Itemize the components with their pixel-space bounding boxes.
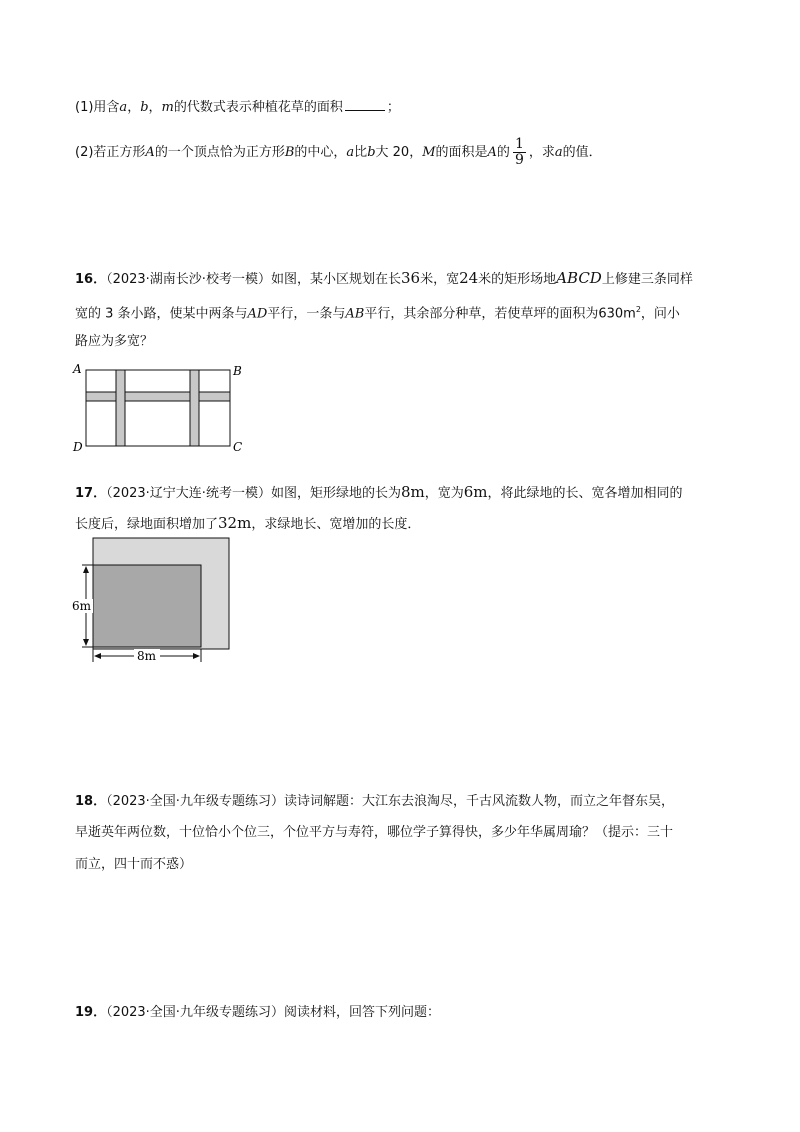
q15-part1-prefix: (1)用含: [75, 100, 120, 115]
text: 的值．: [562, 145, 602, 160]
text: 宽的 3 条小路，使某中两条与: [75, 306, 248, 322]
rect-name: ABCD: [556, 269, 602, 287]
width-value: 6m: [463, 483, 488, 501]
label-D: D: [73, 440, 83, 454]
q17-line1: [75, 483, 683, 503]
area-exponent: 2: [635, 305, 641, 314]
sep: ，: [127, 100, 141, 115]
text: 而立，四十而不惑）: [75, 857, 193, 872]
text: 如图，某小区规划在长: [270, 272, 401, 287]
question-number: 19．: [75, 1005, 107, 1020]
segment-AB: AB: [345, 306, 365, 322]
text: ，问小: [640, 306, 680, 322]
var-A: A: [145, 145, 155, 160]
label-B: B: [233, 364, 242, 378]
text: 长度后，绿地面积增加了: [75, 517, 219, 532]
text: 读诗词解题：大江东去浪淘尽，千古风流数人物，而立之年督东吴，: [283, 794, 674, 809]
q15-part2: [75, 136, 602, 170]
text: 如图，矩形绿地的长为: [270, 486, 401, 501]
original-lawn: [93, 565, 201, 647]
q16-line1: [75, 269, 693, 289]
text: ，求绿地长、宽增加的长度．: [251, 517, 421, 532]
var-a: a: [554, 145, 563, 160]
text: 米的矩形场地: [478, 272, 557, 287]
text: 阅读材料，回答下列问题：: [283, 1005, 440, 1020]
label-A: A: [73, 362, 82, 376]
length-value: 8m: [400, 483, 425, 501]
question-number: 17．: [75, 486, 107, 501]
text: 的中心，: [294, 145, 347, 160]
vertical-path-right: [190, 370, 199, 446]
q15-part1: [75, 98, 400, 117]
text: 路应为多宽？: [75, 334, 154, 349]
question-source: （2023·全国·九年级专题练习）: [106, 794, 284, 809]
q18-line3: [75, 856, 192, 874]
var-B: B: [284, 145, 295, 160]
vertical-path-left: [116, 370, 125, 446]
text: 平行，其余部分种草，若使草坪的面积为: [364, 306, 599, 322]
fraction-denominator: 9: [514, 152, 524, 168]
fraction-numerator: 1: [514, 136, 524, 152]
q16-line3: [75, 333, 153, 351]
var-b: b: [367, 145, 376, 160]
question-number: 16．: [75, 272, 107, 287]
question-source: （2023·湖南长沙·校考一模）: [106, 272, 271, 287]
question-source: （2023·辽宁大连·统考一模）: [106, 486, 271, 501]
text: 比: [354, 145, 368, 160]
q19-line1: [75, 1004, 440, 1022]
var-a: a: [119, 100, 128, 115]
label-C: C: [233, 440, 243, 454]
text: 早逝英年两位数，十位恰小个位三，个位平方与寿符，哪位学子算得快，多少年华属周瑜？（提示：三十: [75, 825, 674, 840]
question-number: 18．: [75, 794, 107, 809]
width-value: 24: [459, 269, 479, 287]
var-b: b: [140, 100, 149, 115]
field-rect: [86, 370, 230, 446]
q15-part1-suffix: 的代数式表示种植花草的面积: [173, 100, 343, 115]
text: 上修建三条同样: [601, 272, 693, 287]
q18-line1: [75, 793, 674, 811]
width-label: 8m: [137, 649, 157, 663]
area-value: 630m: [598, 306, 636, 322]
q17-figure: [70, 536, 235, 668]
fraction-one-ninth: [513, 137, 526, 168]
text: ，求: [528, 145, 555, 160]
question-source: （2023·全国·九年级专题练习）: [106, 1005, 284, 1020]
text: 大 20，: [375, 145, 423, 160]
horizontal-path: [86, 392, 230, 401]
answer-blank[interactable]: [345, 98, 385, 111]
increase-value: 32m: [218, 514, 252, 532]
var-m: m: [161, 100, 174, 115]
text: ，宽为: [424, 486, 464, 501]
segment-AD: AD: [247, 306, 268, 322]
var-a: a: [346, 145, 355, 160]
text: 的一个顶点恰为正方形: [154, 145, 285, 160]
text: 的: [496, 145, 510, 160]
q16-figure: [70, 362, 250, 454]
q15-part2-prefix: (2)若正方形: [75, 145, 146, 160]
text: ，将此绿地的长、宽各增加相同的: [487, 486, 683, 501]
q16-line2: [75, 301, 680, 323]
height-label: 6m: [72, 599, 92, 613]
text: 米，宽: [420, 272, 460, 287]
q15-part1-end: ；: [386, 100, 400, 115]
q17-line2: [75, 514, 420, 534]
q18-line2: [75, 824, 673, 842]
sep: ，: [148, 100, 162, 115]
text: 平行，一条与: [267, 306, 346, 322]
text: 的面积是: [435, 145, 488, 160]
length-value: 36: [400, 269, 421, 287]
var-M: M: [422, 145, 436, 160]
var-A: A: [487, 145, 497, 160]
